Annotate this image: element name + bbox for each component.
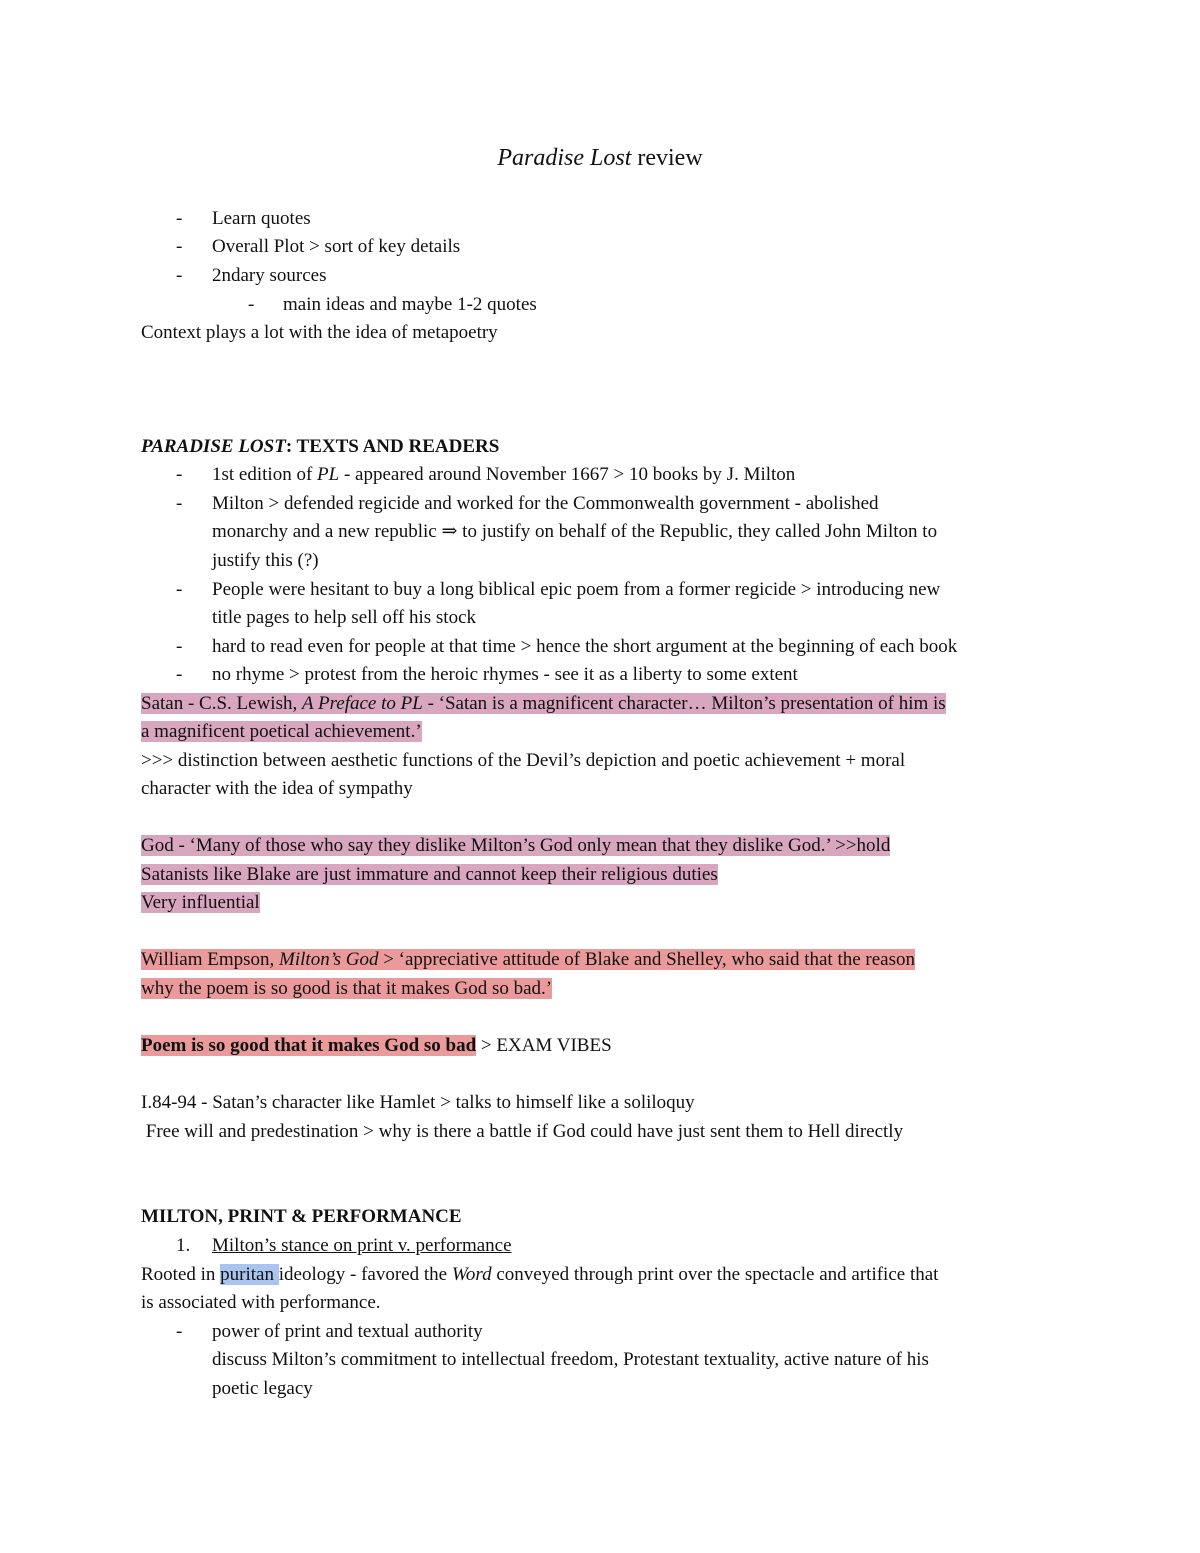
rooted-note <box>141 1261 938 1289</box>
text-run-italic: Word <box>451 1264 492 1285</box>
text-run: > ‘appreciative attitude of Blake and Shelley, who said that the reason <box>378 949 916 970</box>
hamlet-note: I.84-94 - Satan’s character like Hamlet > talks to himself like a soliloquy <box>141 1092 695 1113</box>
text-run: Satan - C.S. Lewish, <box>141 693 302 714</box>
text-run-highlight: puritan <box>220 1264 279 1285</box>
text-run: Rooted in <box>141 1264 221 1285</box>
god-quote-cont <box>141 861 718 889</box>
text-run: William Empson, <box>141 949 280 970</box>
free-will-note: Free will and predestination > why is there a battle if God could have just sent them to Hell directly <box>141 1121 904 1142</box>
intro-bullet: Learn quotes <box>212 208 311 229</box>
bullet-dash: - <box>176 265 183 286</box>
text-run: Very influential <box>141 892 260 913</box>
rooted-note-cont: is associated with performance. <box>141 1292 381 1313</box>
list-item <box>212 461 795 489</box>
text-run-bold: Poem is so good that it makes God so bad <box>141 1035 477 1056</box>
list-number: 1. <box>176 1235 191 1256</box>
bullet-dash: - <box>176 464 183 485</box>
bullet-dash: - <box>176 208 183 229</box>
numbered-item: Milton’s stance on print v. performance <box>212 1235 512 1256</box>
text-run: - appeared around November 1667 > 10 books by J. Milton <box>339 464 796 485</box>
distinction-note: >>> distinction between aesthetic functions of the Devil’s depiction and poetic achievement + moral <box>141 750 906 771</box>
bullet-dash: - <box>176 664 183 685</box>
list-item-cont: title pages to help sell off his stock <box>212 607 477 628</box>
satan-quote-cont <box>141 718 422 746</box>
text-run-italic: PL <box>317 464 340 485</box>
bullet-dash: - <box>176 579 183 600</box>
bullet-dash: - <box>176 493 183 514</box>
list-item: Milton > defended regicide and worked for the Commonwealth government - abolished <box>212 493 879 514</box>
text-run: why the poem is so good is that it makes God so bad.’ <box>141 978 553 999</box>
distinction-note-cont: character with the idea of sympathy <box>141 778 413 799</box>
section-heading-print-performance: MILTON, PRINT & PERFORMANCE <box>141 1206 462 1227</box>
text-run: 1st edition of <box>212 464 318 485</box>
text-run: Satanists like Blake are just immature and cannot keep their religious duties <box>141 864 718 885</box>
god-quote-cont <box>141 889 260 917</box>
list-item: no rhyme > protest from the heroic rhymes - see it as a liberty to some extent <box>212 664 798 685</box>
page-title <box>0 142 1200 174</box>
text-run-italic: A Preface to PL <box>301 693 423 714</box>
exam-note <box>141 1032 612 1060</box>
title-italic: Paradise Lost <box>497 145 632 171</box>
intro-bullet: Overall Plot > sort of key details <box>212 236 461 257</box>
intro-sub-bullet: main ideas and maybe 1-2 quotes <box>283 294 537 315</box>
heading-italic: PARADISE LOST <box>141 436 286 457</box>
text-run: a magnificent poetical achievement.’ <box>141 721 422 742</box>
section-heading-texts-readers <box>141 433 499 461</box>
text-run: - ‘Satan is a magnificent character… Milton’s presentation of him is <box>422 693 946 714</box>
text-run: God - ‘Many of those who say they dislike Milton’s God only mean that they dislike God.’ >>hold <box>141 835 891 856</box>
intro-bullet: 2ndary sources <box>212 265 327 286</box>
list-item-cont: discuss Milton’s commitment to intellectual freedom, Protestant textuality, active nature of his <box>212 1349 929 1370</box>
list-item: People were hesitant to buy a long biblical epic poem from a former regicide > introducing new <box>212 579 941 600</box>
text-run: conveyed through print over the spectacle and artifice that <box>491 1264 939 1285</box>
god-quote <box>141 832 890 860</box>
text-run: > EXAM VIBES <box>476 1035 612 1056</box>
list-item-cont: poetic legacy <box>212 1378 313 1399</box>
empson-quote <box>141 946 915 974</box>
list-item: hard to read even for people at that time > hence the short argument at the beginning of each book <box>212 636 958 657</box>
list-item: power of print and textual authority <box>212 1321 483 1342</box>
heading-rest: : TEXTS AND READERS <box>285 436 500 457</box>
intro-note: Context plays a lot with the idea of metapoetry <box>141 322 498 343</box>
sub-bullet-dash: - <box>248 294 255 315</box>
text-run: ideology - favored the <box>278 1264 452 1285</box>
bullet-dash: - <box>176 1321 183 1342</box>
text-run-italic: Milton’s God <box>279 949 379 970</box>
list-item-cont: justify this (?) <box>212 550 319 571</box>
satan-quote <box>141 690 946 718</box>
bullet-dash: - <box>176 636 183 657</box>
empson-quote-cont <box>141 975 552 1003</box>
list-item-cont: monarchy and a new republic ⇒ to justify on behalf of the Republic, they called John Milton to <box>212 521 938 542</box>
bullet-dash: - <box>176 236 183 257</box>
title-rest: review <box>631 145 703 171</box>
